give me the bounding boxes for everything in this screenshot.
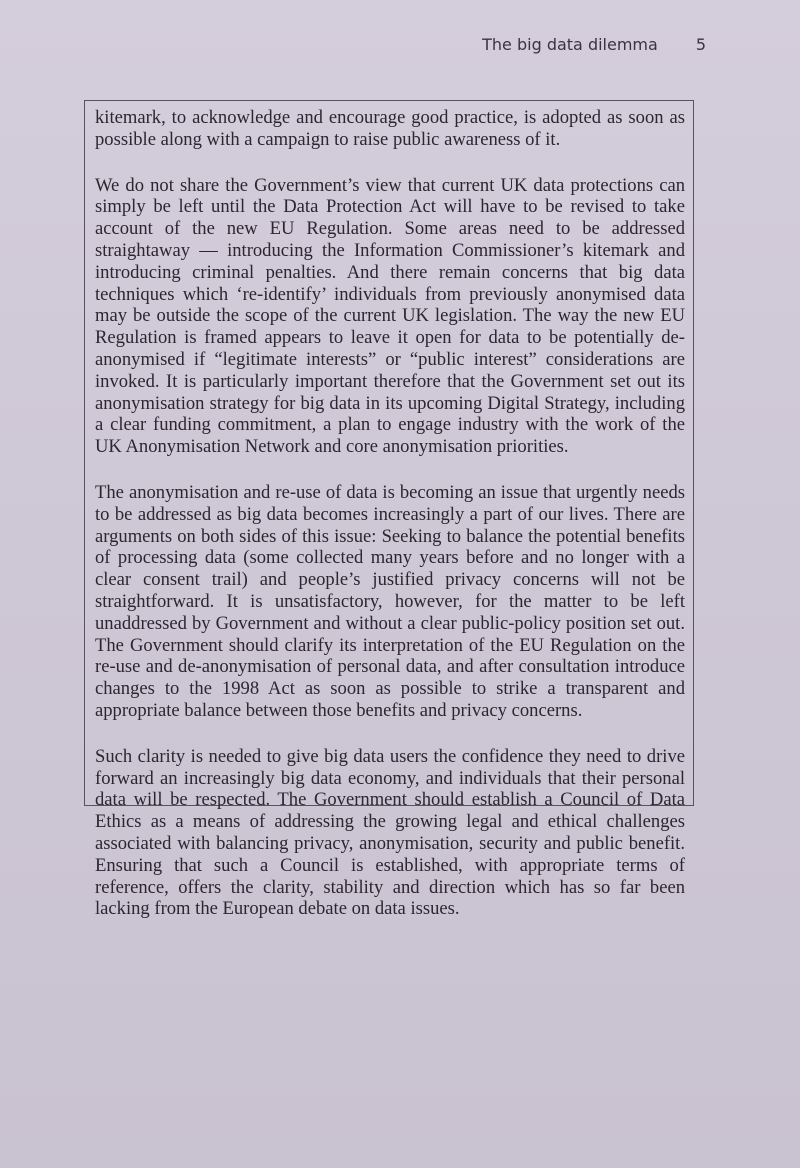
running-head: [482, 35, 706, 54]
paragraph-1: kitemark, to acknowledge and encourage good practice, is adopted as soon as possible along with a campaign to raise public awareness of it.: [95, 107, 685, 150]
paragraph-3: The anonymisation and re-use of data is becoming an issue that urgently needs to be addressed as big data becomes increasingly a part of our lives. There are arguments on both sides of this issue: Seeking to balance the potential benefits of processing data (some collected many years before and no longer with a clear consent trail) and people’s justified privacy concerns will not be straightforward. It is unsatisfactory, however, for the matter to be left unaddressed by Government and without a clear public-policy position set out. The Government should clarify its interpretation of the EU Regulation on the re-use and de-anonymisation of personal data, and after consultation introduce changes to the 1998 Act as soon as possible to strike a transparent and appropriate balance between those benefits and privacy concerns.: [95, 481, 685, 721]
paragraph-4: Such clarity is needed to give big data users the confidence they need to drive forward an increasingly big data economy, and individuals that their personal data will be respected. The Government should establish a Council of Data Ethics as a means of addressing the growing legal and ethical challenges associated with balancing privacy, anonymisation, security and public benefit. Ensuring that such a Council is established, with appropriate terms of reference, offers the clarity, stability and direction which has so far been lacking from the European debate on data issues.: [95, 745, 685, 920]
page-number: 5: [695, 35, 706, 54]
paragraph-2: We do not share the Government’s view that current UK data protections can simply be left until the Data Protection Act will have to be revised to take account of the new EU Regulation. Some areas need to be addressed straightaway — introducing the Information Commissioner’s kitemark and introducing criminal penalties. And there remain concerns that big data techniques which ‘re-identify’ individuals from previously anonymised data may be outside the scope of the current UK legislation. The way the new EU Regulation is framed appears to leave it open for data to be potentially de-anonymised if “legitimate interests” or “public interest” considerations are invoked. It is particularly important therefore that the Government set out its anonymisation strategy for big data in its upcoming Digital Strategy, including a clear funding commitment, a plan to engage industry with the work of the UK Anonymisation Network and core anonymisation priorities.: [95, 174, 685, 458]
running-title: The big data dilemma: [482, 35, 658, 54]
conclusions-box: [84, 100, 694, 920]
